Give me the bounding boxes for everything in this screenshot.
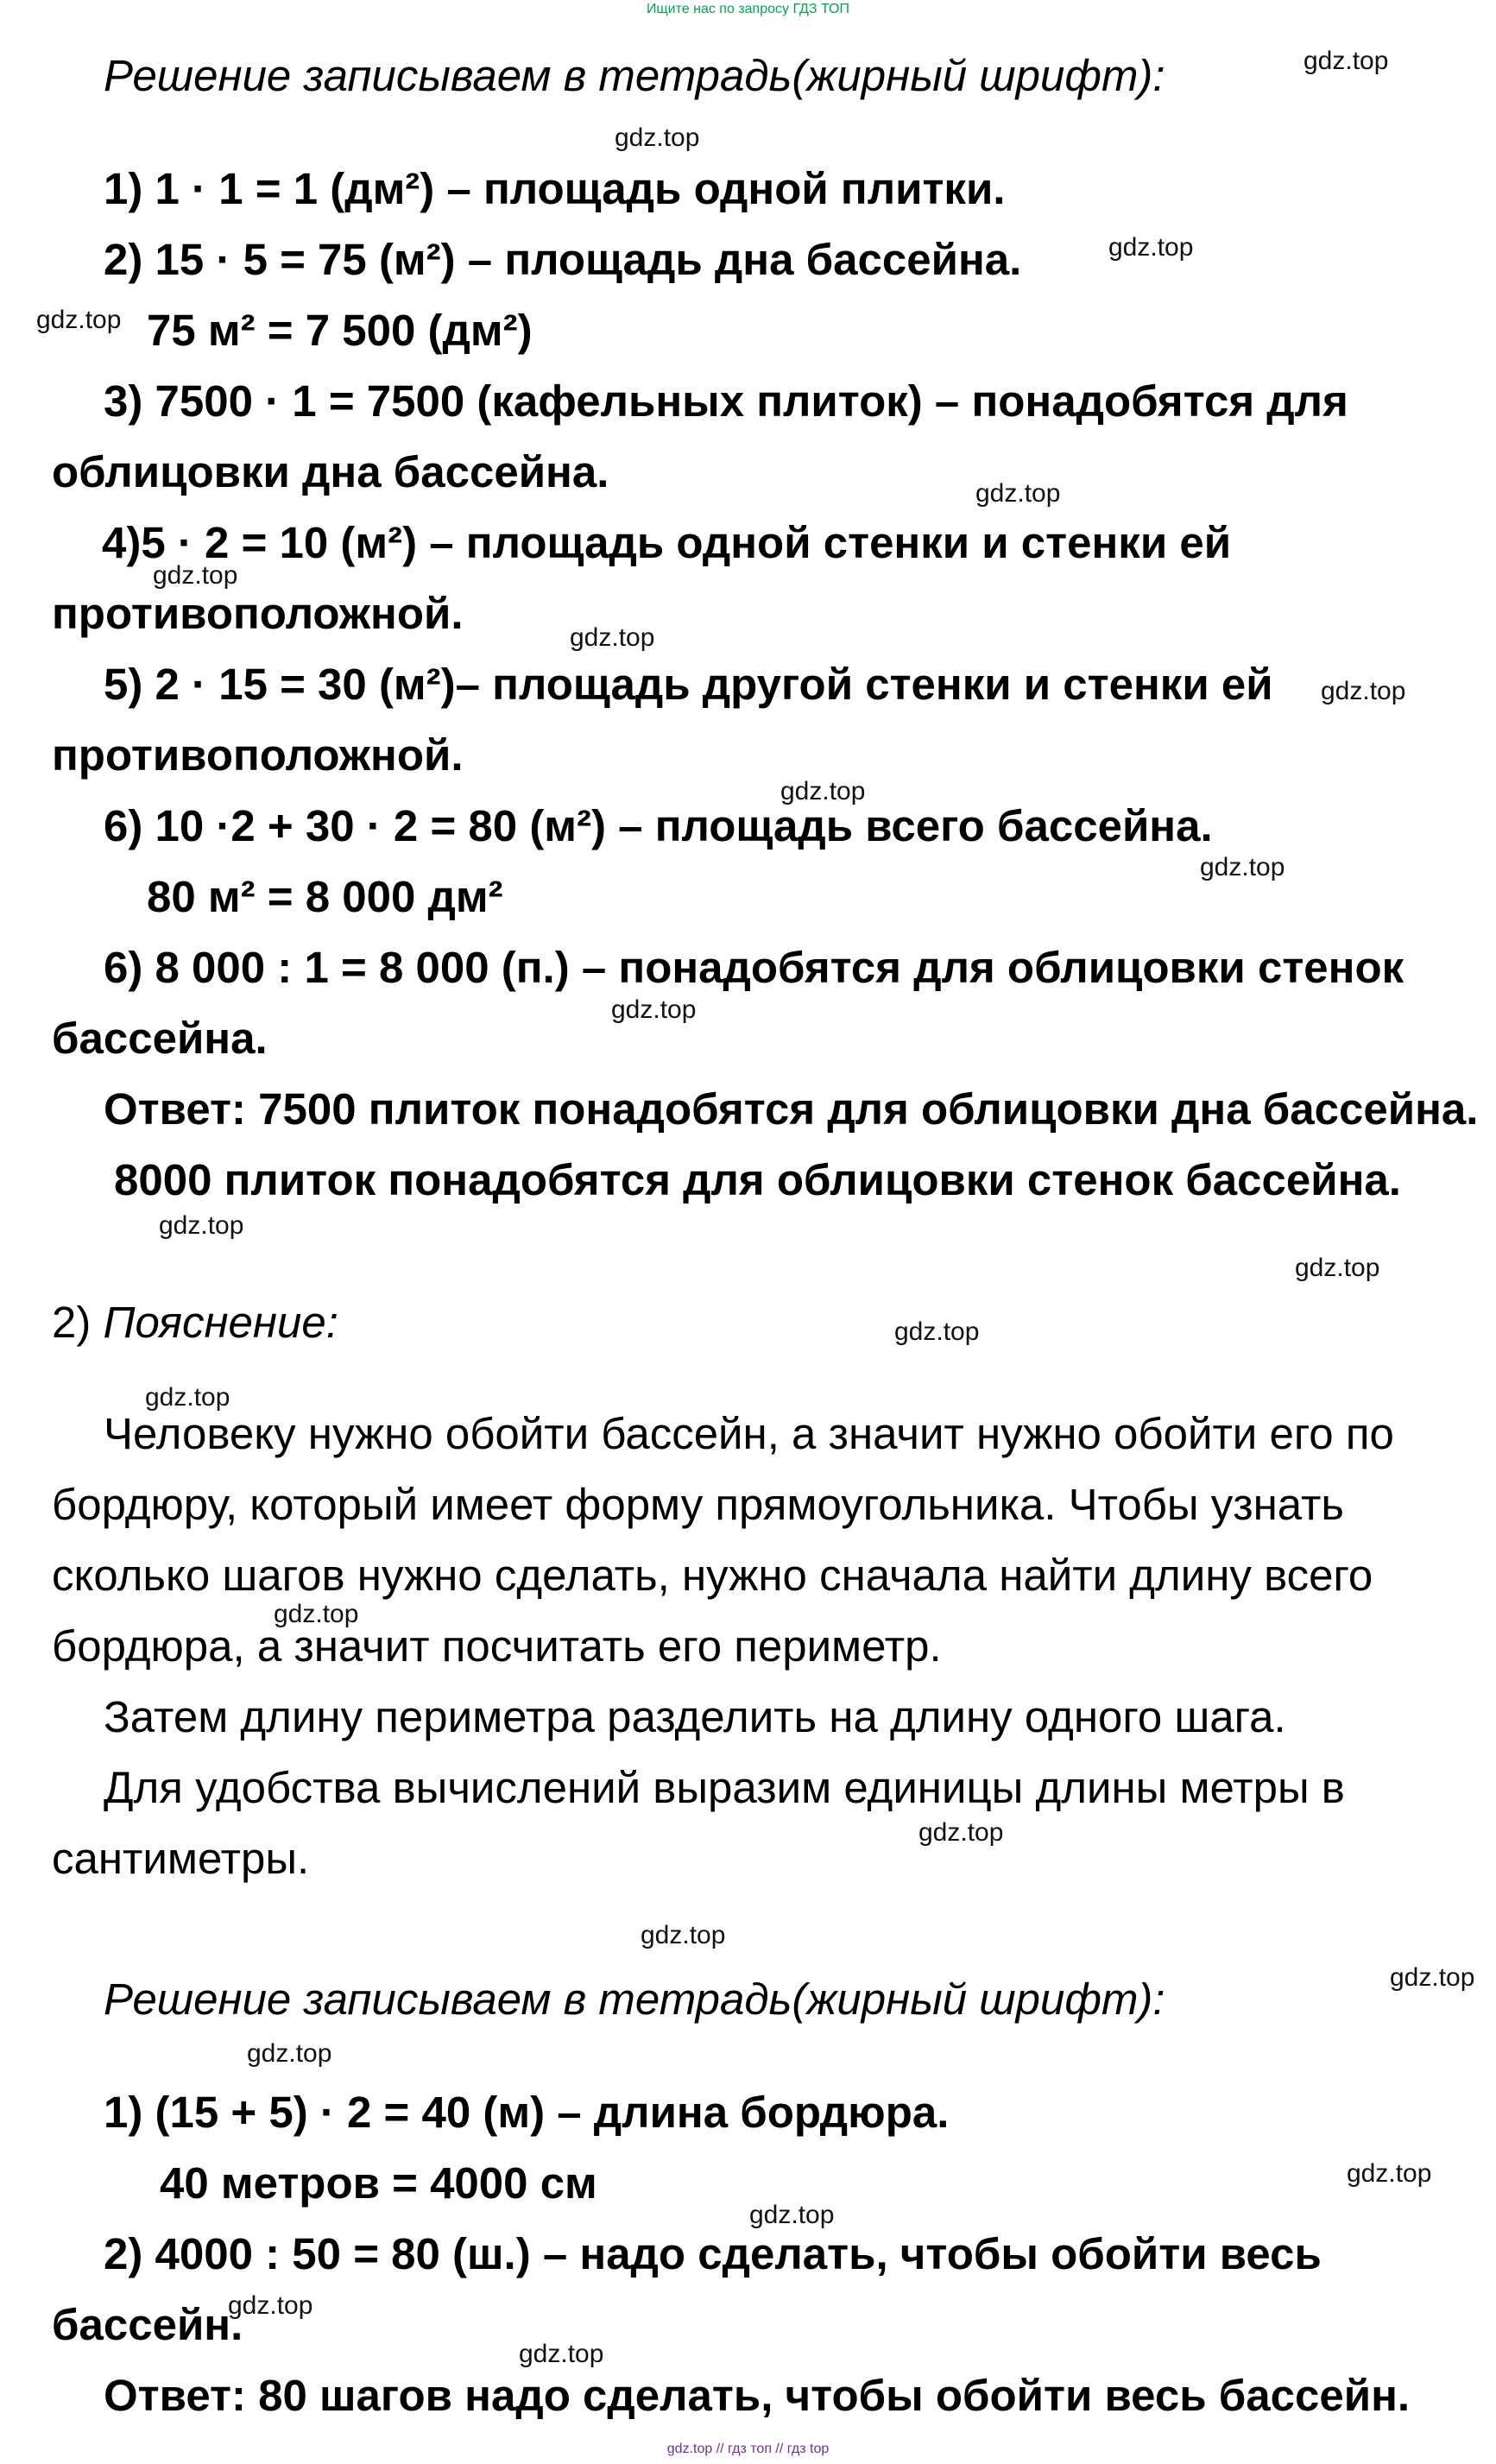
section-title: Пояснение: bbox=[103, 1298, 338, 1347]
watermark: gdz.top bbox=[145, 1383, 230, 1412]
step-line: 5) 2 · 15 = 30 (м²)– площадь другой стенки и стенки ей bbox=[104, 660, 1273, 709]
section-number: 2) Пояснение: bbox=[52, 1298, 338, 1347]
step-line: 1) (15 + 5) · 2 = 40 (м) – длина бордюра. bbox=[104, 2088, 950, 2137]
watermark: gdz.top bbox=[519, 2340, 604, 2368]
watermark: gdz.top bbox=[247, 2039, 332, 2068]
step-line: 1) 1 · 1 = 1 (дм²) – площадь одной плитки. bbox=[104, 164, 1006, 213]
step-line: 2) 15 · 5 = 75 (м²) – площадь дна бассейна. bbox=[104, 235, 1022, 284]
solution-heading: Решение записываем в тетрадь(жирный шрифт): bbox=[104, 51, 1165, 100]
paragraph-line: бордюра, а значит посчитать его периметр. bbox=[52, 1621, 942, 1671]
watermark: gdz.top bbox=[918, 1818, 1004, 1847]
step-line: облицовки дна бассейна. bbox=[52, 447, 609, 496]
watermark: gdz.top bbox=[570, 623, 655, 652]
paragraph-line: Для удобства вычислений выразим единицы длины метры в bbox=[104, 1763, 1345, 1812]
step-line: 6) 10 ·2 + 30 · 2 = 80 (м²) – площадь всего бассейна. bbox=[104, 801, 1213, 850]
step-line: 2) 4000 : 50 = 80 (ш.) – надо сделать, чтобы обойти весь bbox=[104, 2229, 1322, 2278]
watermark: gdz.top bbox=[1303, 47, 1389, 75]
watermark: gdz.top bbox=[975, 479, 1061, 508]
watermark: gdz.top bbox=[159, 1211, 244, 1240]
watermark: gdz.top bbox=[1390, 1963, 1475, 1992]
watermark: gdz.top bbox=[1200, 853, 1285, 881]
watermark: gdz.top bbox=[894, 1317, 980, 1346]
watermark: gdz.top bbox=[1347, 2159, 1432, 2188]
paragraph-line: Человеку нужно обойти бассейн, а значит нужно обойти его по bbox=[104, 1409, 1394, 1458]
step-line: 75 м² = 7 500 (дм²) bbox=[147, 306, 533, 355]
header-banner: Ищите нас по запросу ГДЗ ТОП bbox=[647, 2, 849, 16]
step-line: 80 м² = 8 000 дм² bbox=[147, 872, 503, 921]
watermark: gdz.top bbox=[1295, 1254, 1380, 1282]
step-line: 40 метров = 4000 см bbox=[160, 2158, 597, 2208]
step-line: противоположной. bbox=[52, 730, 464, 780]
step-line: 4)5 · 2 = 10 (м²) – площадь одной стенки и стенки ей bbox=[102, 518, 1232, 567]
step-line: 3) 7500 · 1 = 7500 (кафельных плиток) – понадобятся для bbox=[104, 376, 1348, 426]
answer-line: Ответ: 80 шагов надо сделать, чтобы обойти весь бассейн. bbox=[104, 2371, 1411, 2420]
watermark: gdz.top bbox=[615, 123, 700, 152]
watermark: gdz.top bbox=[1321, 677, 1406, 705]
solution-heading: Решение записываем в тетрадь(жирный шрифт): bbox=[104, 1974, 1165, 2024]
paragraph-line: сантиметры. bbox=[52, 1834, 310, 1883]
footer-banner: gdz.top // гдз топ // гдз top bbox=[666, 2442, 830, 2456]
paragraph-line: Затем длину периметра разделить на длину одного шага. bbox=[104, 1692, 1286, 1741]
watermark: gdz.top bbox=[780, 777, 866, 806]
watermark: gdz.top bbox=[153, 561, 238, 590]
step-line: противоположной. bbox=[52, 589, 464, 638]
watermark: gdz.top bbox=[641, 1921, 726, 1949]
answer-line: 8000 плиток понадобятся для облицовки стенок бассейна. bbox=[114, 1155, 1401, 1204]
paragraph-line: сколько шагов нужно сделать, нужно сначала найти длину всего bbox=[52, 1551, 1373, 1600]
step-line: 6) 8 000 : 1 = 8 000 (п.) – понадобятся для облицовки стенок bbox=[104, 943, 1404, 992]
watermark: gdz.top bbox=[611, 995, 697, 1024]
watermark: gdz.top bbox=[36, 306, 122, 334]
step-line: бассейн. bbox=[52, 2300, 243, 2349]
step-line: бассейна. bbox=[52, 1014, 268, 1063]
paragraph-line: бордюру, который имеет форму прямоугольника. Чтобы узнать bbox=[52, 1480, 1344, 1529]
watermark: gdz.top bbox=[274, 1600, 359, 1628]
watermark: gdz.top bbox=[749, 2201, 835, 2229]
watermark: gdz.top bbox=[1108, 233, 1194, 262]
watermark: gdz.top bbox=[228, 2291, 313, 2320]
answer-line: Ответ: 7500 плиток понадобятся для облицовки дна бассейна. bbox=[104, 1084, 1479, 1134]
